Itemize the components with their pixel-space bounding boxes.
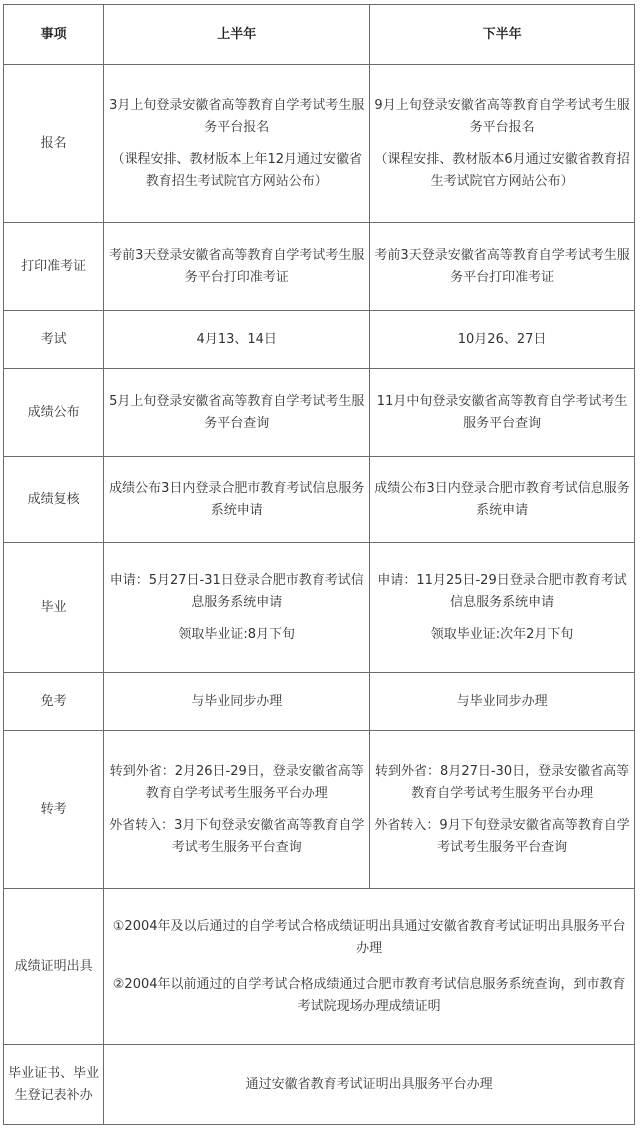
header-first-half: 上半年 <box>104 5 370 65</box>
second-half-cell: 转到外省：8月27日-30日，登录安徽省高等教育自学考试考生服务平台办理 外省转入：9月下旬登录安徽省高等教育自学考试考生服务平台查询 <box>370 731 635 889</box>
row-label: 免考 <box>4 673 104 731</box>
table-row <box>4 543 635 673</box>
row-label: 转考 <box>4 731 104 889</box>
table-row <box>4 65 635 223</box>
row-label: 成绩公布 <box>4 369 104 457</box>
second-half-cell: 申请：11月25日-29日登录合肥市教育考试信息服务系统申请 领取毕业证:次年2月下旬 <box>370 543 635 673</box>
header-item: 事项 <box>4 5 104 65</box>
second-half-cell: 考前3天登录安徽省高等教育自学考试考生服务平台打印准考证 <box>370 223 635 311</box>
table-row <box>4 673 635 731</box>
merged-cell: 通过安徽省教育考试证明出具服务平台办理 <box>104 1045 635 1125</box>
second-half-cell: 与毕业同步办理 <box>370 673 635 731</box>
row-label: 成绩复核 <box>4 457 104 543</box>
header-second-half: 下半年 <box>370 5 635 65</box>
row-label: 打印准考证 <box>4 223 104 311</box>
row-label: 毕业证书、毕业生登记表补办 <box>4 1045 104 1125</box>
first-half-cell: 申请：5月27日-31日登录合肥市教育考试信息服务系统申请 领取毕业证:8月下旬 <box>104 543 370 673</box>
first-half-cell: 3月上旬登录安徽省高等教育自学考试考生服务平台报名 （课程安排、教材版本上年12月通过安徽省教育招生考试院官方网站公布） <box>104 65 370 223</box>
table-row <box>4 1045 635 1125</box>
row-label: 成绩证明出具 <box>4 889 104 1045</box>
table-row <box>4 223 635 311</box>
table-row <box>4 457 635 543</box>
table-row <box>4 311 635 369</box>
row-label: 报名 <box>4 65 104 223</box>
table-row <box>4 369 635 457</box>
second-half-cell: 11月中旬登录安徽省高等教育自学考试考生服务平台查询 <box>370 369 635 457</box>
first-half-cell: 与毕业同步办理 <box>104 673 370 731</box>
merged-cell: ①2004年及以后通过的自学考试合格成绩证明出具通过安徽省教育考试证明出具服务平台办理 ②2004年以前通过的自学考试合格成绩通过合肥市教育考试信息服务系统查询，到市教育考试院现场办理成绩证明 <box>104 889 635 1045</box>
first-half-cell: 4月13、14日 <box>104 311 370 369</box>
row-label: 毕业 <box>4 543 104 673</box>
schedule-table <box>3 4 635 1125</box>
first-half-cell: 成绩公布3日内登录合肥市教育考试信息服务系统申请 <box>104 457 370 543</box>
second-half-cell: 10月26、27日 <box>370 311 635 369</box>
table-row <box>4 889 635 1045</box>
first-half-cell: 考前3天登录安徽省高等教育自学考试考生服务平台打印准考证 <box>104 223 370 311</box>
first-half-cell: 5月上旬登录安徽省高等教育自学考试考生服务平台查询 <box>104 369 370 457</box>
table-row <box>4 731 635 889</box>
header-row <box>4 5 635 65</box>
second-half-cell: 成绩公布3日内登录合肥市教育考试信息服务系统申请 <box>370 457 635 543</box>
row-label: 考试 <box>4 311 104 369</box>
first-half-cell: 转到外省：2月26日-29日，登录安徽省高等教育自学考试考生服务平台办理 外省转入：3月下旬登录安徽省高等教育自学考试考生服务平台查询 <box>104 731 370 889</box>
second-half-cell: 9月上旬登录安徽省高等教育自学考试考生服务平台报名 （课程安排、教材版本6月通过安徽省教育招生考试院官方网站公布） <box>370 65 635 223</box>
